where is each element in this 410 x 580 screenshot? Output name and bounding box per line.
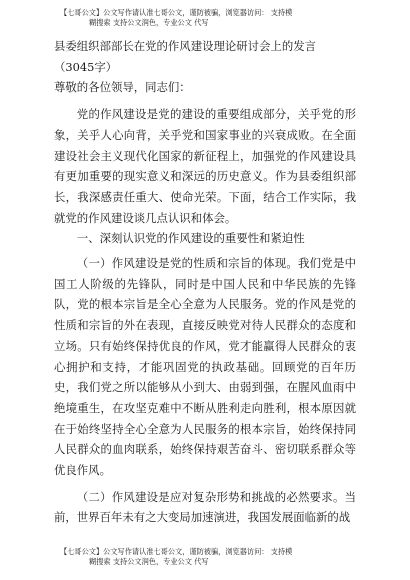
greeting: 尊敬的各位领导，同志们： xyxy=(54,80,191,95)
document-title: 县委组织部部长在党的作风建设理论研讨会上的发言（3045字） xyxy=(54,39,316,74)
header-banner-line2: 糊搜索 支持公文润色，专业公文 代写 xyxy=(89,18,209,27)
point1-paragraph: （一）作风建设是党的性质和宗旨的体现。我们党是中国工人阶级的先锋队，同时是中国人民和中华民族的先锋队，党的根本宗旨是全心全意为人民服务。党的作风是党的性质和宗旨的外在表现，直接反映党对待人民群众的态度和立场。只有始终保持优良的作风，党才能赢得人民群众的衷心拥护和支持，才能巩固党的执政基础。回顾党的百年历史，我们党之所以能够从小到大、由弱到强，在腥风血雨中绝境重生，在攻坚克难中不断从胜利走向胜利，根本原因就在于始终坚持全心全意为人民服务的根本宗旨，始终保持同人民群众的血肉联系，始终保持艰苦奋斗、密切联系群众等优良作风。 xyxy=(54,256,356,478)
header-watermark-banner xyxy=(0,8,410,28)
footer-banner-line2: 糊搜索 支持公文润色，专业公文 代写 xyxy=(89,557,209,566)
document-body xyxy=(54,36,356,528)
header-banner-line1: 【七哥公文】公文写作请认准七哥公文，谨防被骗，浏览器访问： 支持模 xyxy=(60,8,293,17)
footer-banner-line1: 【七哥公文】公文写作请认准七哥公文，谨防被骗，浏览器访问： 支持模 xyxy=(60,547,293,556)
section1-heading: 一、深刻认识党的作风建设的重要性和紧迫性 xyxy=(76,231,305,246)
intro-paragraph: 党的作风建设是党的建设的重要组成部分，关乎党的形象，关乎人心向背，关乎党和国家事业的兴衰成败。在全面建设社会主义现代化国家的新征程上，加强党的作风建设具有更加重要的现实意义和深远的历史意义。作为县委组织部长，我深感责任重大、使命光荣。下面，结合工作实际，我就党的作风建设谈几点认识和体会。 xyxy=(54,107,356,225)
footer-watermark-banner xyxy=(0,547,410,567)
point2-paragraph: （二）作风建设是应对复杂形势和挑战的必然要求。当前，世界百年未有之大变局加速演进，我国发展面临新的战 xyxy=(54,489,356,525)
